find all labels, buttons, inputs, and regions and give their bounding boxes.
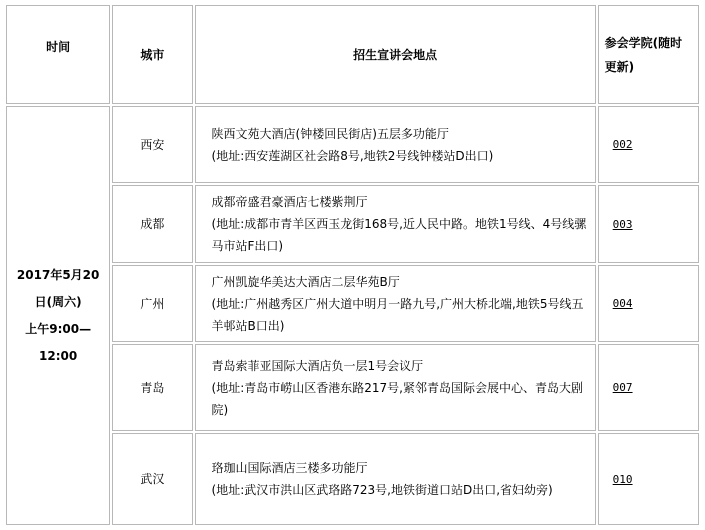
table-row xyxy=(6,106,699,183)
venue-name: 陕西文苑大酒店(钟楼回民街店)五层多功能厅 xyxy=(211,126,449,141)
header-link: 参会学院(随时更新) xyxy=(598,5,699,104)
venue-address: (地址:武汉市洪山区武珞路723号,地铁街道口站D出口,省妇幼旁) xyxy=(211,483,553,497)
college-link[interactable]: 003 xyxy=(612,217,633,231)
venue-name: 珞珈山国际酒店三楼多功能厅 xyxy=(211,461,368,475)
city-cell: 成都 xyxy=(112,185,192,263)
venue-name: 青岛索菲亚国际大酒店负一层1号会议厅 xyxy=(211,358,424,373)
header-time: 时间 xyxy=(6,5,110,104)
venue-name: 成都帝盛君豪酒店七楼紫荆厅 xyxy=(211,195,368,209)
venue-cell xyxy=(195,433,596,525)
college-link[interactable]: 010 xyxy=(612,472,633,486)
venue-address: (地址:广州越秀区广州大道中明月一路九号,广州大桥北端,地铁5号线五羊邨站B口出) xyxy=(211,296,584,333)
link-cell xyxy=(598,265,699,342)
time-slot-line: 2017年5月20 xyxy=(16,267,100,282)
city-cell: 广州 xyxy=(112,265,192,342)
link-cell xyxy=(598,344,699,431)
venue-address: (地址:西安莲湖区社会路8号,地铁2号线钟楼站D出口) xyxy=(211,148,494,163)
link-cell xyxy=(598,185,699,263)
venue-cell xyxy=(195,265,596,342)
venue-cell xyxy=(195,185,596,263)
time-slot-cell xyxy=(6,106,110,525)
time-slot-line: 日(周六) xyxy=(34,294,82,309)
time-slot-line: 12:00 xyxy=(39,348,78,363)
college-link[interactable]: 002 xyxy=(612,138,633,151)
venue-cell xyxy=(195,106,596,183)
header-row xyxy=(6,5,699,104)
college-link[interactable]: 004 xyxy=(612,297,633,310)
header-venue: 招生宣讲会地点 xyxy=(195,5,596,104)
venue-cell xyxy=(195,344,596,431)
link-cell xyxy=(598,106,699,183)
city-cell: 西安 xyxy=(112,106,192,183)
venue-address: (地址:成都市青羊区西玉龙街168号,近人民中路。地铁1号线、4号线骡马市站F出口) xyxy=(211,217,587,253)
time-slot-line: 上午9:00— xyxy=(25,321,92,336)
college-link[interactable]: 007 xyxy=(612,381,633,394)
header-city: 城市 xyxy=(112,5,192,104)
schedule-table xyxy=(4,3,701,527)
venue-address: (地址:青岛市崂山区香港东路217号,紧邻青岛国际会展中心、青岛大剧院) xyxy=(211,380,583,417)
venue-name: 广州凯旋华美达大酒店二层华苑B厅 xyxy=(211,274,400,289)
city-cell: 武汉 xyxy=(112,433,192,525)
link-cell xyxy=(598,433,699,525)
city-cell: 青岛 xyxy=(112,344,192,431)
